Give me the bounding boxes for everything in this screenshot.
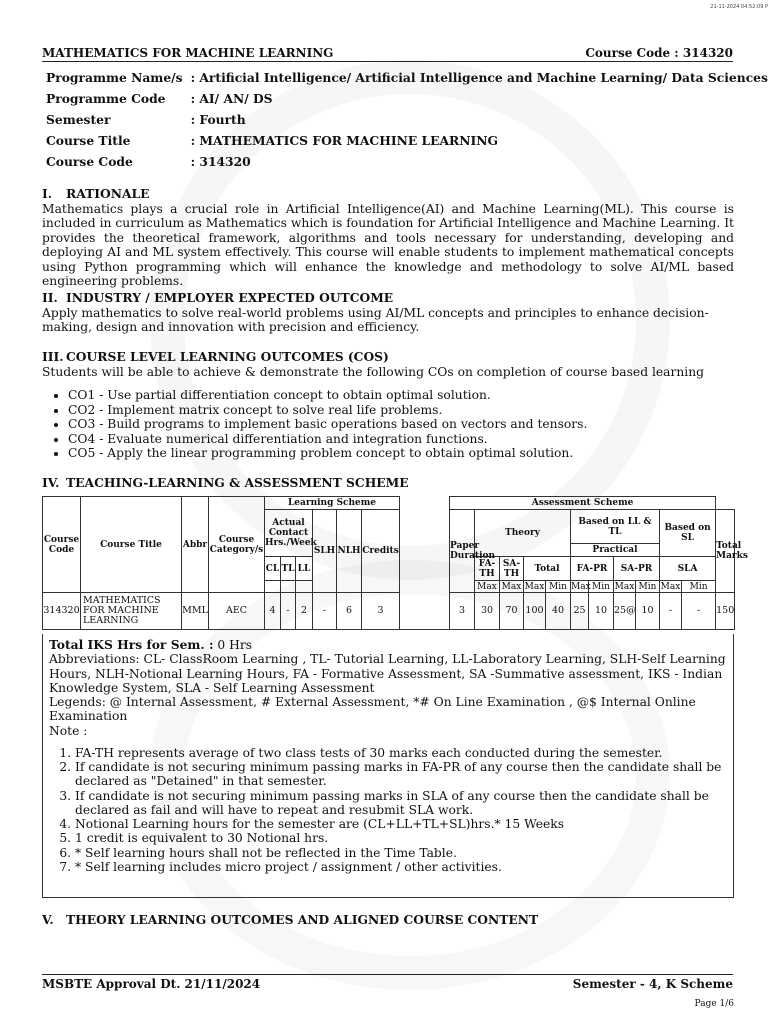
cell-paper-duration: 3 (450, 593, 475, 630)
cell-slh: - (313, 593, 337, 630)
section-heading (42, 291, 734, 306)
th-min: Min (636, 581, 660, 593)
list-item: 7. * Self learning includes micro project / assignment / other activities. (75, 860, 727, 874)
th-actual-contact: Actual Contact Hrs./Week (265, 510, 313, 557)
programme-details (42, 67, 768, 172)
rationale-section (42, 187, 734, 289)
programme-row (42, 151, 768, 172)
th-min: Min (546, 581, 571, 593)
cell-course-code: 314320 (43, 593, 81, 630)
cos-list (42, 388, 734, 461)
programme-row (42, 130, 768, 151)
list-item: 6. * Self learning hours shall not be reflected in the Time Table. (75, 846, 727, 860)
print-timestamp: 21-11-2024 04:52:09 P (710, 4, 768, 10)
cell-fa-th-max: 30 (475, 593, 500, 630)
notes-list (49, 746, 727, 874)
table-gap (400, 593, 450, 630)
list-item: • CO1 - Use partial differentiation concept to obtain optimal solution. (68, 388, 734, 403)
section-number: I. (42, 186, 53, 201)
cell-ll: 2 (296, 593, 313, 630)
th-slh: SLH (313, 510, 337, 593)
programme-value: : AI/ AN/ DS (190, 91, 273, 106)
cell-sa-pr-min: 10 (636, 593, 660, 630)
th-credits: Credits (362, 510, 400, 593)
iks-value: 0 Hrs (213, 638, 253, 652)
table-gap (400, 497, 450, 593)
th-max: Max (571, 581, 591, 592)
list-item: 3. If candidate is not securing minimum passing marks in SLA of any course then the candidate shall be declared as fail and will have to repeat and resubmit SLA work. (75, 789, 727, 817)
th-max: Max (660, 581, 681, 592)
th-practical: Practical (571, 544, 660, 557)
cell-sa-th-max: 70 (500, 593, 524, 630)
th-sla: SLA (660, 557, 716, 581)
th-theory: Theory (475, 510, 571, 557)
cell-credits: 3 (362, 593, 400, 630)
th-max: Max (500, 581, 524, 593)
cell-category: AEC (209, 593, 265, 630)
cell-tl: - (281, 593, 296, 630)
theory-section-heading (42, 913, 734, 928)
programme-value: : Fourth (190, 112, 246, 127)
page-number: Page 1/6 (694, 999, 734, 1009)
th-assessment-scheme: Assessment Scheme (450, 497, 716, 510)
th-course-code: Course Code (43, 497, 81, 593)
scheme-table (42, 496, 748, 630)
programme-row (42, 67, 768, 88)
programme-value: : MATHEMATICS FOR MACHINE LEARNING (190, 133, 498, 148)
list-item: • CO2 - Implement matrix concept to solve real life problems. (68, 403, 734, 418)
programme-row (42, 88, 768, 109)
footer-semester: Semester - 4, K Scheme (572, 977, 733, 991)
note-label: Note : (49, 723, 88, 738)
cell-sla-max: - (660, 593, 682, 630)
programme-key: Programme Name/s (46, 70, 183, 85)
th-max: Max (614, 581, 635, 592)
legends-text: Legends: @ Internal Assessment, # External Assessment, *# On Line Examination , @$ Internal Online Examination (49, 695, 696, 724)
section-title: THEORY LEARNING OUTCOMES AND ALIGNED COURSE CONTENT (66, 912, 539, 927)
cell-course-title: MATHEMATICS FOR MACHINE LEARNING (81, 593, 182, 630)
programme-key: Semester (46, 112, 111, 127)
th-based-sl: Based on SL (660, 510, 716, 557)
scheme-section-heading (42, 476, 734, 491)
th-spacer (281, 581, 296, 593)
th-spacer (265, 581, 281, 593)
list-item: • CO3 - Build programs to implement basic operations based on vectors and tensors. (68, 417, 734, 432)
section-title: RATIONALE (66, 186, 150, 201)
header-course-code: Course Code : 314320 (585, 46, 733, 60)
footer-approval: MSBTE Approval Dt. 21/11/2024 (42, 977, 261, 991)
th-max: Max (475, 581, 500, 593)
th-spacer (296, 581, 313, 593)
th-fa-pr: FA-PR (571, 557, 614, 581)
cell-sla-min: - (682, 593, 716, 630)
section-heading (42, 476, 734, 491)
section-title: TEACHING-LEARNING & ASSESSMENT SCHEME (66, 475, 409, 490)
section-heading (42, 350, 734, 365)
header-course-name: MATHEMATICS FOR MACHINE LEARNING (42, 46, 334, 60)
cell-nlh: 6 (337, 593, 362, 630)
list-item: 1. FA-TH represents average of two class tests of 30 marks each conducted during the semester. (75, 746, 727, 760)
industry-outcome-section (42, 291, 734, 335)
th-fa-th: FA-TH (475, 557, 500, 581)
course-outcomes-section (42, 350, 734, 461)
programme-key: Course Code (46, 154, 133, 169)
programme-value: : 314320 (190, 154, 251, 169)
cell-total-marks: 150 (716, 593, 735, 630)
section-title: COURSE LEVEL LEARNING OUTCOMES (COS) (66, 349, 389, 364)
cos-intro: Students will be able to achieve & demonstrate the following COs on completion of course based learning (42, 364, 705, 379)
notes-box (42, 634, 734, 898)
cell-total-max: 100 (524, 593, 546, 630)
abbreviations-text: Abbreviations: CL- ClassRoom Learning , TL- Tutorial Learning, LL-Laboratory Learning, SLH-Self Learning Hours, NLH-Notional Learning Hours, FA - Formative Assessment, SA -Summative assessment, IKS - Indian Knowledge System, SLA - Self Learning Assessment (49, 652, 726, 695)
cell-sa-pr-max: 25@ (614, 593, 636, 630)
th-total: Total (524, 557, 571, 581)
programme-value: : Artificial Intelligence/ Artificial Intelligence and Machine Learning/ Data Sciences (190, 70, 768, 85)
page-footer (42, 974, 733, 991)
th-learning-scheme: Learning Scheme (265, 497, 400, 510)
list-item: 4. Notional Learning hours for the semester are (CL+LL+TL+SL)hrs.* 15 Weeks (75, 817, 727, 831)
cell-fa-pr-min: 10 (589, 593, 614, 630)
section-title: INDUSTRY / EMPLOYER EXPECTED OUTCOME (66, 290, 394, 305)
th-max: Max (524, 581, 545, 592)
programme-row (42, 109, 768, 130)
th-min: Min (682, 581, 716, 593)
th-sa-th: SA-TH (500, 557, 524, 581)
section-number: IV. (42, 475, 60, 490)
cell-fa-pr-max: 25 (571, 593, 589, 630)
th-paper-duration: Paper Duration (450, 510, 475, 593)
cell-cl: 4 (265, 593, 281, 630)
rationale-text: Mathematics plays a crucial role in Artificial Intelligence(AI) and Machine Learning(ML). This course is included in curriculum as Mathematics which is foundation for Artificial Intelligence and Machine Learning. It provides the theoretical framework, algorithms and tools necessary for understanding, developing and deploying AI and ML system effectively. This course will enable students to implement mathematical concepts using Python programming which will enhance the knowledge and methodology to solve AI/ML based engineering problems. (42, 201, 734, 288)
programme-key: Programme Code (46, 91, 166, 106)
industry-outcome-text: Apply mathematics to solve real-world problems using AI/ML concepts and principles to enhance decision-making, design and innovation with precision and efficiency. (42, 305, 709, 334)
th-course-title: Course Title (81, 497, 182, 593)
th-sa-pr: SA-PR (614, 557, 660, 581)
list-item: 2. If candidate is not securing minimum passing marks in FA-PR of any course then the candidate shall be declared as "Detained" in that semester. (75, 760, 727, 788)
section-number: III. (42, 349, 64, 364)
th-cl: CL (265, 557, 281, 581)
th-ll: LL (296, 557, 313, 581)
th-based-ll-tl: Based on LL & TL (571, 510, 660, 544)
section-number: II. (42, 290, 58, 305)
section-heading (42, 187, 734, 202)
iks-hours (49, 638, 727, 652)
th-category: Course Category/s (209, 497, 265, 593)
th-tl: TL (281, 557, 296, 581)
list-item: • CO4 - Evaluate numerical differentiation and integration functions. (68, 432, 734, 447)
list-item: 5. 1 credit is equivalent to 30 Notional hrs. (75, 831, 727, 845)
programme-key: Course Title (46, 133, 131, 148)
th-total-marks: Total Marks (716, 510, 735, 593)
cell-abbr: MML (182, 593, 209, 630)
th-abbr: Abbr (182, 497, 209, 593)
section-heading (42, 913, 734, 928)
section-number: V. (42, 912, 54, 927)
table-row (43, 593, 735, 630)
th-min: Min (589, 581, 614, 593)
list-item: • CO5 - Apply the linear programming problem concept to obtain optimal solution. (68, 446, 734, 461)
page-header (42, 46, 733, 62)
iks-label: Total IKS Hrs for Sem. : (49, 637, 214, 652)
th-nlh: NLH (337, 510, 362, 593)
cell-total-min: 40 (546, 593, 571, 630)
